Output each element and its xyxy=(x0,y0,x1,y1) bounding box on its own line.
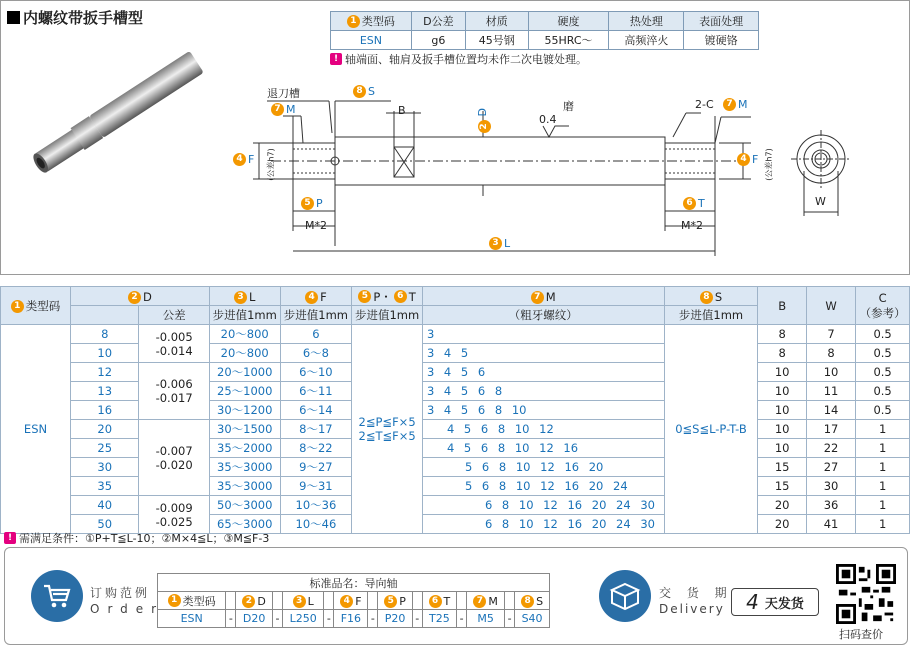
spec-value-type: ESN xyxy=(331,31,412,50)
spec-value-surface: 镀硬铬 xyxy=(684,31,759,50)
product-panel xyxy=(0,0,910,275)
c-cell: 0.5 xyxy=(856,325,910,344)
b-cell: 8 xyxy=(758,325,806,344)
table-row xyxy=(1,401,910,420)
l-cell: 35～2000 xyxy=(209,439,280,458)
header-f: 4 F xyxy=(280,287,352,306)
order-head-cell: 8 S xyxy=(515,592,550,610)
cart-icon xyxy=(31,570,83,622)
f-cell: 6 xyxy=(280,325,352,344)
d-cell: 25 xyxy=(71,439,139,458)
table-row xyxy=(1,382,910,401)
f-cell: 6～11 xyxy=(280,382,352,401)
c-cell: 1 xyxy=(856,477,910,496)
w-cell: 36 xyxy=(806,496,855,515)
tolerance-cell: -0.006 -0.017 xyxy=(139,363,209,420)
number-5-icon: 5 xyxy=(358,290,371,303)
table-row xyxy=(1,477,910,496)
roughness-label: 0.4 xyxy=(539,113,557,126)
spec-header-heat: 热处理 xyxy=(609,12,684,31)
header-m-note: （粗牙螺纹） xyxy=(422,306,664,325)
d-cell: 12 xyxy=(71,363,139,382)
m-cell: 6 8 10 12 16 20 24 30 xyxy=(422,496,664,515)
qr-code-icon[interactable] xyxy=(836,564,896,624)
order-separator: - xyxy=(273,610,283,628)
l-cell: 50～3000 xyxy=(209,496,280,515)
w-cell: 22 xyxy=(806,439,855,458)
l-cell: 20～800 xyxy=(209,344,280,363)
number-1-icon: 1 xyxy=(11,300,24,313)
f-cell: 6～10 xyxy=(280,363,352,382)
order-value-cell: P20 xyxy=(378,610,412,628)
header-c: C （参考） xyxy=(856,287,910,325)
header-f-step: 步进值1mm xyxy=(280,306,352,325)
l-cell: 30～1200 xyxy=(209,401,280,420)
l-cell: 20～800 xyxy=(209,325,280,344)
c-cell: 0.5 xyxy=(856,363,910,382)
w-cell: 30 xyxy=(806,477,855,496)
table-row xyxy=(1,458,910,477)
d-cell: 13 xyxy=(71,382,139,401)
b-cell: 15 xyxy=(758,477,806,496)
f-cell: 9～27 xyxy=(280,458,352,477)
l-cell: 20～1000 xyxy=(209,363,280,382)
header-d-blank xyxy=(71,306,139,325)
d-cell: 40 xyxy=(71,496,139,515)
table-row xyxy=(1,344,910,363)
number-6-icon: 6 xyxy=(429,595,442,608)
order-separator xyxy=(505,592,515,610)
m-cell: 3 4 5 6 8 xyxy=(422,382,664,401)
c-cell: 1 xyxy=(856,515,910,534)
order-head-cell: 5 P xyxy=(378,592,412,610)
number-8-icon: 8 xyxy=(353,85,366,98)
d-cell: 16 xyxy=(71,401,139,420)
number-1-icon: 1 xyxy=(168,594,181,607)
number-5-icon: 5 xyxy=(301,197,314,210)
order-separator: - xyxy=(324,610,334,628)
l-label: 3 L xyxy=(489,237,510,250)
header-m: 7 M xyxy=(422,287,664,306)
number-2-icon: 2 xyxy=(128,291,141,304)
d-cell: 8 xyxy=(71,325,139,344)
order-separator: - xyxy=(505,610,515,628)
order-standard-name: 标准品名：导向轴 xyxy=(158,574,550,592)
number-1-icon: 1 xyxy=(347,15,360,28)
number-6-icon: 6 xyxy=(394,290,407,303)
number-2-icon: 2 xyxy=(478,120,491,133)
order-separator xyxy=(368,592,378,610)
w-cell: 7 xyxy=(806,325,855,344)
warning-icon: ! xyxy=(330,53,342,65)
b-cell: 10 xyxy=(758,363,806,382)
m2-right-label: M*2 xyxy=(681,219,703,232)
tolerance-cell: -0.007 -0.020 xyxy=(139,420,209,496)
spec-header-material: 材质 xyxy=(465,12,528,31)
w-cell: 14 xyxy=(806,401,855,420)
dimension-table xyxy=(0,286,910,534)
header-l: 3 L xyxy=(209,287,280,306)
order-head-cell: 1 类型码 xyxy=(158,592,226,610)
type-cell: ESN xyxy=(1,325,71,534)
f-cell: 6～14 xyxy=(280,401,352,420)
order-separator: - xyxy=(226,610,236,628)
d-cell: 20 xyxy=(71,420,139,439)
m-cell: 5 6 8 10 12 16 20 24 xyxy=(422,477,664,496)
s-range-cell: 0≦S≦L-P-T-B xyxy=(664,325,758,534)
number-7-icon: 7 xyxy=(271,103,284,116)
w-cell: 27 xyxy=(806,458,855,477)
number-6-icon: 6 xyxy=(683,197,696,210)
l-cell: 65～3000 xyxy=(209,515,280,534)
pt-range-cell: 2≦P≦F×5 2≦T≦F×5 xyxy=(352,325,423,534)
number-3-icon: 3 xyxy=(234,291,247,304)
f-cell: 6～8 xyxy=(280,344,352,363)
l-cell: 35～3000 xyxy=(209,458,280,477)
m-cell: 3 4 5 xyxy=(422,344,664,363)
tolerance-cell: -0.005 -0.014 xyxy=(139,325,209,363)
condition-note: ! 需满足条件：①P+T≦L-10；②M×4≦L；③M≦F-3 xyxy=(4,530,269,546)
order-separator: - xyxy=(412,610,422,628)
number-8-icon: 8 xyxy=(521,595,534,608)
order-value-cell: T25 xyxy=(422,610,456,628)
order-separator xyxy=(412,592,422,610)
header-type: 1 类型码 xyxy=(1,287,71,325)
header-s-step: 步进值1mm xyxy=(664,306,758,325)
b-cell: 10 xyxy=(758,401,806,420)
l-cell: 35～3000 xyxy=(209,477,280,496)
s-label: 8 S xyxy=(353,85,375,98)
w-cell: 10 xyxy=(806,363,855,382)
number-8-icon: 8 xyxy=(700,291,713,304)
title-square-icon xyxy=(7,11,20,24)
table-row xyxy=(1,325,910,344)
c-cell: 0.5 xyxy=(856,382,910,401)
number-7-icon: 7 xyxy=(473,595,486,608)
header-l-step: 步进值1mm xyxy=(209,306,280,325)
shaft-photo xyxy=(19,41,219,181)
table-row xyxy=(1,496,910,515)
tolerance-cell: -0.009 -0.025 xyxy=(139,496,209,534)
order-value-cell: S40 xyxy=(515,610,550,628)
spec-header-type: 1 类型码 xyxy=(331,12,412,31)
number-3-icon: 3 xyxy=(293,595,306,608)
order-table xyxy=(157,573,550,628)
f-right-tolerance: (公差h7) xyxy=(764,148,774,181)
m-cell: 6 8 10 12 16 20 24 30 xyxy=(422,515,664,534)
b-cell: 20 xyxy=(758,496,806,515)
order-separator: - xyxy=(457,610,467,628)
b-cell: 15 xyxy=(758,458,806,477)
header-tolerance: 公差 xyxy=(139,306,209,325)
header-pt-step: 步进值1mm xyxy=(352,306,423,325)
b-cell: 10 xyxy=(758,439,806,458)
order-value-cell: D20 xyxy=(236,610,273,628)
f-cell: 9～31 xyxy=(280,477,352,496)
b-cell: 10 xyxy=(758,420,806,439)
spec-value-heat: 高频淬火 xyxy=(609,31,684,50)
w-cell: 41 xyxy=(806,515,855,534)
l-cell: 30～1500 xyxy=(209,420,280,439)
chamfer-label: 2-C xyxy=(695,98,714,111)
order-head-cell: 3 L xyxy=(283,592,324,610)
p-label: 5 P xyxy=(301,197,323,210)
f-left-label: 4 F xyxy=(233,153,254,166)
number-4-icon: 4 xyxy=(737,153,750,166)
b-label: B xyxy=(398,104,406,117)
f-right-label: 4 F xyxy=(737,153,758,166)
qr-label: 扫码查价 xyxy=(839,628,883,641)
order-value-cell: ESN xyxy=(158,610,226,628)
d-label: 2 D xyxy=(476,108,491,133)
b-cell: 10 xyxy=(758,382,806,401)
d-cell: 30 xyxy=(71,458,139,477)
delivery-days-badge: 4 天发货 xyxy=(731,588,819,616)
d-cell: 10 xyxy=(71,344,139,363)
order-value-cell: F16 xyxy=(334,610,368,628)
m-cell: 3 xyxy=(422,325,664,344)
b-cell: 8 xyxy=(758,344,806,363)
product-title: 内螺纹带扳手槽型 xyxy=(7,7,143,28)
header-w: W xyxy=(806,287,855,325)
delivery-box-icon xyxy=(599,570,651,622)
relief-groove-label: 退刀槽 xyxy=(267,87,300,100)
spec-header-dtol: D公差 xyxy=(411,12,465,31)
order-example-panel xyxy=(4,547,908,645)
header-s: 8 S xyxy=(664,287,758,306)
order-separator xyxy=(226,592,236,610)
w-cell: 11 xyxy=(806,382,855,401)
f-cell: 10～46 xyxy=(280,515,352,534)
order-head-cell: 4 F xyxy=(334,592,368,610)
c-cell: 1 xyxy=(856,439,910,458)
m-right-label: 7 M xyxy=(723,98,748,111)
m-cell: 3 4 5 6 xyxy=(422,363,664,382)
l-cell: 25～1000 xyxy=(209,382,280,401)
order-value-cell: L250 xyxy=(283,610,324,628)
m-cell: 3 4 5 6 8 10 xyxy=(422,401,664,420)
spec-table xyxy=(330,11,759,50)
w-cell: 17 xyxy=(806,420,855,439)
spec-value-material: 45号钢 xyxy=(465,31,528,50)
w-label: W xyxy=(815,195,826,208)
spec-note: ! 轴端面、轴肩及扳手槽位置均未作二次电镀处理。 xyxy=(330,51,587,67)
number-2-icon: 2 xyxy=(242,595,255,608)
order-head-cell: 7 M xyxy=(467,592,505,610)
spec-value-dtol: g6 xyxy=(411,31,465,50)
number-4-icon: 4 xyxy=(305,291,318,304)
m-cell: 5 6 8 10 12 16 20 xyxy=(422,458,664,477)
d-cell: 50 xyxy=(71,515,139,534)
warning-icon: ! xyxy=(4,532,16,544)
m-left-label: 7 M xyxy=(271,103,296,116)
order-separator: - xyxy=(368,610,378,628)
number-3-icon: 3 xyxy=(489,237,502,250)
header-d: 2 D xyxy=(71,287,210,306)
order-label-en: Order xyxy=(90,602,165,616)
number-7-icon: 7 xyxy=(531,291,544,304)
header-b: B xyxy=(758,287,806,325)
order-separator xyxy=(457,592,467,610)
order-separator xyxy=(273,592,283,610)
spec-header-surface: 表面处理 xyxy=(684,12,759,31)
order-separator xyxy=(324,592,334,610)
order-label: 订购范例 xyxy=(90,586,151,600)
c-cell: 0.5 xyxy=(856,344,910,363)
delivery-label-en: Delivery xyxy=(659,602,725,616)
table-row xyxy=(1,363,910,382)
f-cell: 8～22 xyxy=(280,439,352,458)
b-cell: 20 xyxy=(758,515,806,534)
grind-label: 磨 xyxy=(563,100,574,113)
d-cell: 35 xyxy=(71,477,139,496)
f-cell: 8～17 xyxy=(280,420,352,439)
m-cell: 4 5 6 8 10 12 xyxy=(422,420,664,439)
order-value-cell: M5 xyxy=(467,610,505,628)
header-pt: 5 P・ 6 T xyxy=(352,287,423,306)
spec-header-hardness: 硬度 xyxy=(528,12,609,31)
w-cell: 8 xyxy=(806,344,855,363)
number-4-icon: 4 xyxy=(233,153,246,166)
table-row xyxy=(1,439,910,458)
c-cell: 0.5 xyxy=(856,401,910,420)
number-7-icon: 7 xyxy=(723,98,736,111)
c-cell: 1 xyxy=(856,496,910,515)
table-row xyxy=(1,420,910,439)
order-head-cell: 2 D xyxy=(236,592,273,610)
order-head-cell: 6 T xyxy=(422,592,456,610)
c-cell: 1 xyxy=(856,458,910,477)
number-5-icon: 5 xyxy=(384,595,397,608)
t-label: 6 T xyxy=(683,197,705,210)
spec-value-hardness: 55HRC～ xyxy=(528,31,609,50)
c-cell: 1 xyxy=(856,420,910,439)
m2-left-label: M*2 xyxy=(305,219,327,232)
m-cell: 4 5 6 8 10 12 16 xyxy=(422,439,664,458)
f-cell: 10～36 xyxy=(280,496,352,515)
delivery-label: 交 货 期 xyxy=(659,586,733,600)
number-4-icon: 4 xyxy=(340,595,353,608)
f-left-tolerance: (公差h7) xyxy=(266,148,276,181)
